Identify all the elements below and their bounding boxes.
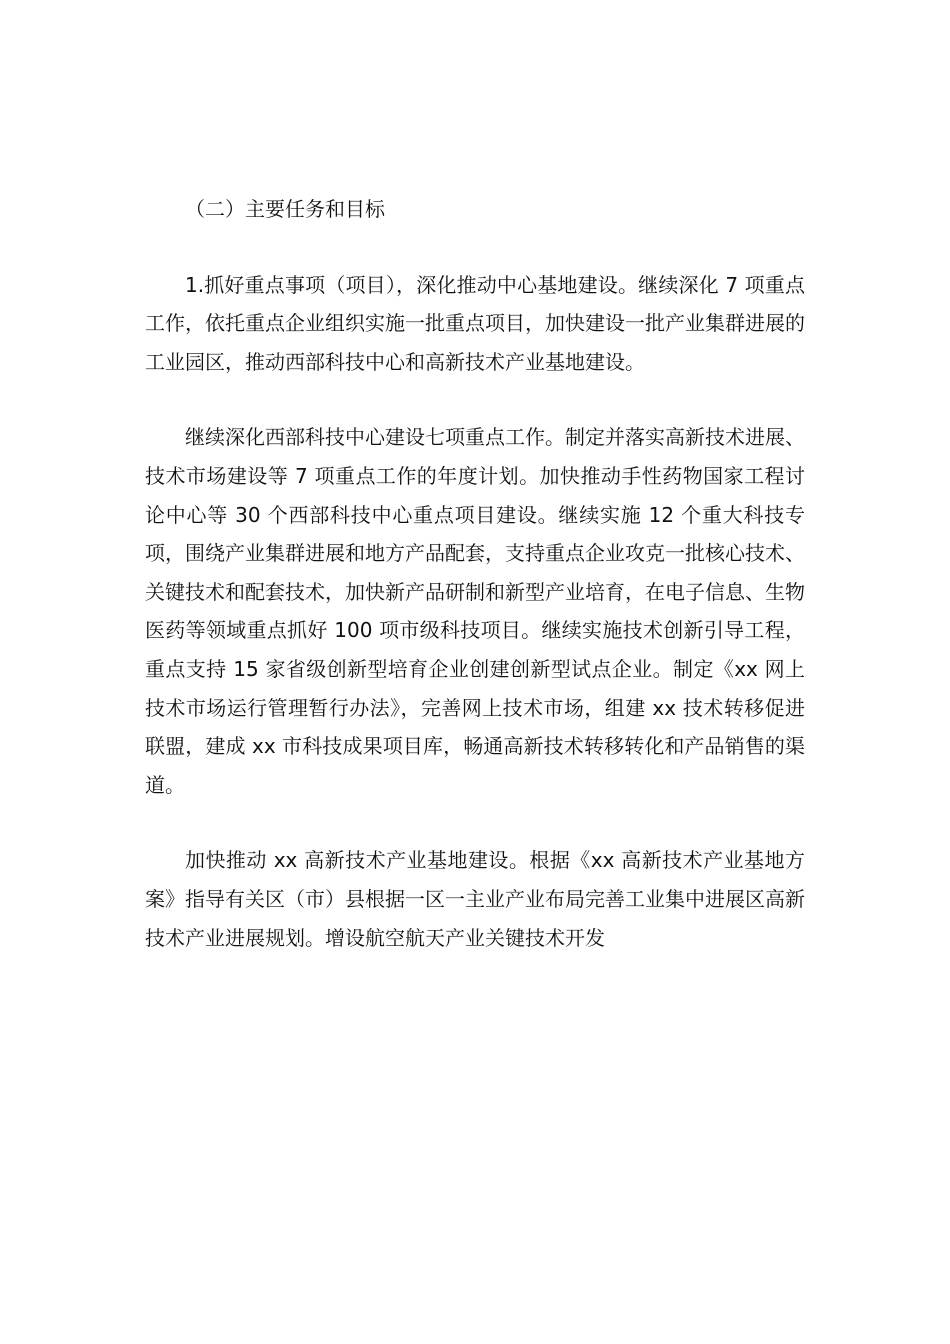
document-body <box>145 190 805 994</box>
paragraph-high-tech-base: 加快推动 xx 高新技术产业基地建设。根据《xx 高新技术产业基地方案》指导有关区（市）县根据一区一主业产业布局完善工业集中进展区高新技术产业进展规划。增设航空航天产业关键技术开发 <box>145 848 805 950</box>
paragraph-western-tech-center: 继续深化西部科技中心建设七项重点工作。制定并落实高新技术进展、技术市场建设等 7 项重点工作的年度计划。加快推动手性药物国家工程讨论中心等 30 个西部科技中心重点项目建设。继续实施 12 个重大科技专项，围绕产业集群进展和地方产品配套，支持重点企业攻克一批核心技术、关键技术和配套技术，加快新产品研制和新型产业培育，在电子信息、生物医药等领域重点抓好 100 项市级科技项目。继续实施技术创新引导工程，重点支持 15 家省级创新型培育企业创建创新型试点企业。制定《xx 网上技术市场运行管理暂行办法》，完善网上技术市场，组建 xx 技术转移促进联盟，建成 xx 市科技成果项目库，畅通高新技术转移转化和产品销售的渠道。 <box>145 425 805 797</box>
section-heading: （二）主要任务和目标 <box>185 197 385 221</box>
paragraph-key-projects: 1.抓好重点事项（项目），深化推动中心基地建设。继续深化 7 项重点工作，依托重点企业组织实施一批重点项目，加快建设一批产业集群进展的工业园区，推动西部科技中心和高新技术产业基地建设。 <box>145 272 805 374</box>
